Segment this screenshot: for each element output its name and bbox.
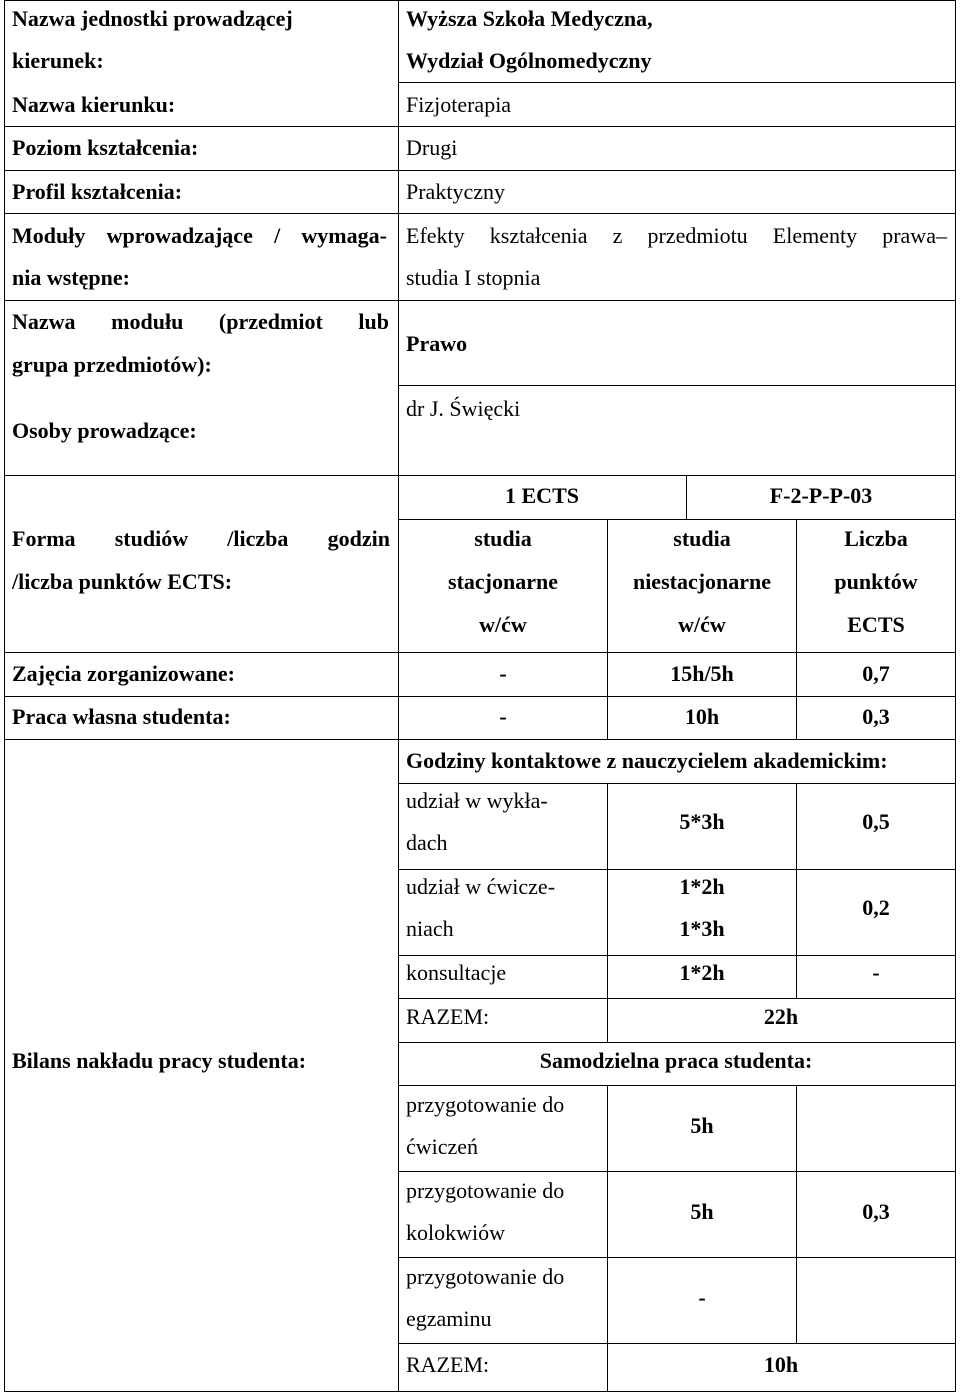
col-stationary-line-2: stacjonarne xyxy=(448,569,558,594)
consultations-hours: 1*2h xyxy=(679,960,725,985)
rule xyxy=(398,82,956,83)
unit-value-line-1: Wyższa Szkoła Medyczna, xyxy=(406,6,653,31)
prerequisites-label-line-2: nia wstępne: xyxy=(12,265,130,290)
module-label-line-2: grupa przedmiotów): xyxy=(12,352,212,377)
rule xyxy=(4,213,956,214)
self-study-title: Samodzielna praca studenta: xyxy=(539,1048,813,1073)
rule xyxy=(4,475,956,476)
lectures-label-line-1: udział w wykła- xyxy=(406,788,548,813)
module-value: Prawo xyxy=(406,331,468,356)
rule xyxy=(398,519,956,520)
rule xyxy=(398,869,956,870)
prerequisites-word: Moduły xyxy=(12,223,86,248)
unit-value-line-2: Wydział Ogólnomedyczny xyxy=(406,48,652,73)
self-study-total-label: RAZEM: xyxy=(406,1352,490,1377)
profile-value: Praktyczny xyxy=(406,179,505,204)
module-word: modułu xyxy=(111,309,184,334)
prep-tests-label-line-2: kolokwiów xyxy=(406,1220,505,1245)
exercises-hours-1: 1*2h xyxy=(679,874,725,899)
rule xyxy=(4,170,956,171)
study-form-word: studiów xyxy=(114,526,189,551)
rule xyxy=(4,1391,956,1392)
own-work-nonstationary: 10h xyxy=(684,704,720,729)
lectures-hours: 5*3h xyxy=(679,809,725,834)
consultations-ects: - xyxy=(872,960,880,985)
prep-exercises-hours: 5h xyxy=(690,1113,714,1138)
contact-total-label: RAZEM: xyxy=(406,1004,490,1029)
contact-total-value: 22h xyxy=(763,1004,799,1029)
rule xyxy=(4,652,956,653)
instructors-label: Osoby prowadzące: xyxy=(12,418,197,443)
ects-count: 1 ECTS xyxy=(505,483,579,508)
prep-tests-label-line-1: przygotowanie do xyxy=(406,1178,565,1203)
self-study-total-value: 10h xyxy=(763,1352,799,1377)
rule xyxy=(4,126,956,127)
level-value: Drugi xyxy=(406,135,458,160)
prerequisites-value-word: Efekty xyxy=(406,223,465,248)
prerequisites-value-word: przedmiotu xyxy=(647,223,748,248)
col-nonstationary-line-3: w/ćw xyxy=(678,612,726,637)
rule xyxy=(398,783,956,784)
module-word: lub xyxy=(358,309,389,334)
rule xyxy=(607,783,608,1043)
rule xyxy=(607,519,608,740)
course-label: Nazwa kierunku: xyxy=(12,92,176,117)
self-study-ects: 0,3 xyxy=(862,1199,890,1224)
organized-classes-stationary: - xyxy=(499,661,507,686)
rule xyxy=(4,739,956,740)
col-ects-line-1: Liczba xyxy=(844,526,908,551)
rule xyxy=(398,1171,956,1172)
course-value: Fizjoterapia xyxy=(406,92,512,117)
prerequisites-label-line-1 xyxy=(12,223,387,249)
study-form-word: godzin xyxy=(327,526,390,551)
prep-exercises-label-line-1: przygotowanie do xyxy=(406,1092,565,1117)
rule xyxy=(398,1257,956,1258)
prerequisites-value-line-1 xyxy=(406,223,947,249)
prerequisites-value-word: kształcenia xyxy=(489,223,588,248)
lectures-label-line-2: dach xyxy=(406,830,448,855)
study-form-word: Forma xyxy=(12,526,76,551)
rule xyxy=(398,1042,956,1043)
col-stationary-line-1: studia xyxy=(474,526,532,551)
study-form-label-line-1 xyxy=(12,526,390,552)
own-work-label: Praca własna studenta: xyxy=(12,704,231,729)
prep-exam-hours: - xyxy=(698,1285,706,1310)
rule xyxy=(398,955,956,956)
rule xyxy=(796,1085,797,1343)
contact-hours-title: Godziny kontaktowe z nauczycielem akademickim: xyxy=(406,748,888,773)
organized-classes-label: Zajęcia zorganizowane: xyxy=(12,661,235,686)
prep-exercises-label-line-2: ćwiczeń xyxy=(406,1134,479,1159)
rule xyxy=(796,519,797,740)
organized-classes-ects: 0,7 xyxy=(862,661,890,686)
exercises-ects: 0,2 xyxy=(862,895,890,920)
prerequisites-value-word: z xyxy=(612,223,623,248)
rule xyxy=(955,0,956,1392)
study-form-label-line-2: /liczba punktów ECTS: xyxy=(12,569,233,594)
rule xyxy=(607,1085,608,1391)
prerequisites-word: wymaga- xyxy=(301,223,387,248)
col-nonstationary-line-1: studia xyxy=(673,526,731,551)
rule xyxy=(398,0,399,1392)
workload-label: Bilans nakładu pracy studenta: xyxy=(12,1048,307,1073)
col-stationary-line-3: w/ćw xyxy=(479,612,527,637)
prep-exam-label-line-2: egzaminu xyxy=(406,1306,492,1331)
exercises-hours-2: 1*3h xyxy=(679,916,725,941)
rule xyxy=(4,696,956,697)
rule xyxy=(398,1343,956,1344)
prerequisites-value-word: prawa– xyxy=(882,223,947,248)
prerequisites-word: / xyxy=(274,223,281,248)
col-nonstationary-line-2: niestacjonarne xyxy=(632,569,772,594)
module-word: Nazwa xyxy=(12,309,76,334)
rule xyxy=(686,475,687,520)
rule xyxy=(4,300,956,301)
module-word: (przedmiot xyxy=(218,309,323,334)
rule xyxy=(796,783,797,999)
prep-exam-label-line-1: przygotowanie do xyxy=(406,1264,565,1289)
module-label-line-1 xyxy=(12,309,389,335)
prerequisites-value-line-2: studia I stopnia xyxy=(406,265,541,290)
unit-label-line-2: kierunek: xyxy=(12,48,104,73)
col-ects-line-3: ECTS xyxy=(847,612,905,637)
course-code: F-2-P-P-03 xyxy=(769,483,873,508)
profile-label: Profil kształcenia: xyxy=(12,179,183,204)
study-form-word: /liczba xyxy=(227,526,289,551)
col-ects-line-2: punktów xyxy=(834,569,918,594)
level-label: Poziom kształcenia: xyxy=(12,135,199,160)
consultations-label: konsultacje xyxy=(406,960,507,985)
own-work-stationary: - xyxy=(499,704,507,729)
organized-classes-nonstationary: 15h/5h xyxy=(670,661,734,686)
unit-label-line-1: Nazwa jednostki prowadzącej xyxy=(12,6,293,31)
rule xyxy=(4,0,5,1392)
prep-tests-hours: 5h xyxy=(690,1199,714,1224)
exercises-label-line-2: niach xyxy=(406,916,454,941)
exercises-label-line-1: udział w ćwicze- xyxy=(406,874,556,899)
lectures-ects: 0,5 xyxy=(862,809,890,834)
rule xyxy=(398,998,956,999)
rule xyxy=(4,0,956,1)
prerequisites-value-word: Elementy xyxy=(772,223,858,248)
instructors-value: dr J. Święcki xyxy=(406,396,521,421)
rule xyxy=(398,385,956,386)
rule xyxy=(398,1085,956,1086)
own-work-ects: 0,3 xyxy=(862,704,890,729)
prerequisites-word: wprowadzające xyxy=(106,223,253,248)
